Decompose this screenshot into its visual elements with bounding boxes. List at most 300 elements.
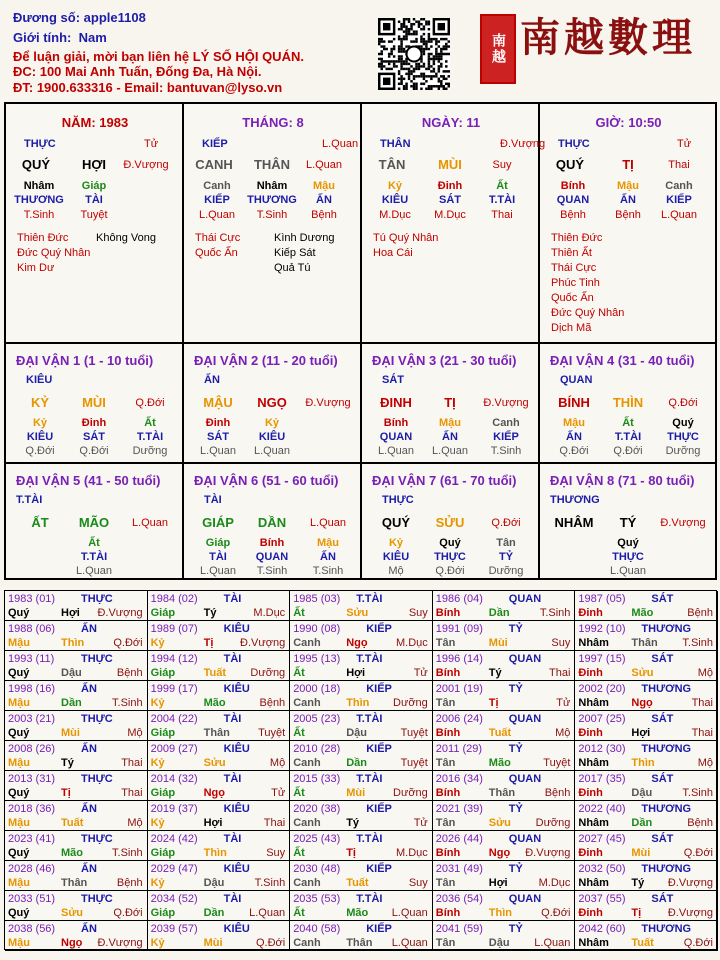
year-stem: Bính (435, 787, 461, 799)
life-stage: Đ.Vượng (660, 517, 706, 529)
year-god: TỶ (508, 863, 523, 875)
hidden-stem: Kỷ (388, 537, 404, 549)
luck-title: ĐẠI VẬN 7 (61 - 70 tuổi) (372, 473, 517, 488)
year-god: KIÊU (223, 623, 250, 635)
year-stem: Mậu (8, 637, 30, 649)
year-god: THƯƠNG (641, 683, 692, 695)
year-branch: Mão (346, 907, 369, 919)
year-label: 2005 (23) (293, 713, 341, 725)
year-label: 2021 (39) (435, 803, 483, 815)
year-cell (290, 831, 433, 861)
year-stem: Tân (435, 697, 456, 709)
year-cell (5, 711, 148, 741)
year-stem: Nhâm (578, 697, 609, 709)
year-stem: Canh (293, 757, 321, 769)
year-label: 2039 (57) (150, 923, 198, 935)
earthly-branch: SỬU (435, 515, 465, 530)
year-stage: M.Dục (396, 847, 428, 859)
year-stage: Thai (691, 727, 713, 739)
year-god: THƯƠNG (641, 803, 692, 815)
year-god: TỶ (508, 683, 523, 695)
year-branch: Sửu (631, 667, 654, 679)
year-cell (433, 741, 576, 771)
year-branch: Dậu (61, 667, 82, 679)
year-label: 2023 (41) (8, 833, 56, 845)
hidden-stage: T.Sinh (490, 445, 522, 457)
hidden-stem: Đinh (437, 180, 463, 192)
year-branch: Hợi (488, 877, 508, 889)
ten-god: ẤN (316, 194, 332, 206)
year-stage: Tử (271, 787, 286, 799)
year-god: THƯƠNG (641, 863, 692, 875)
year-branch: Mùi (488, 637, 508, 649)
pillar-1 (6, 104, 184, 344)
year-cell (148, 831, 291, 861)
year-stem: Ất (293, 667, 305, 679)
year-stem: Tân (435, 937, 456, 949)
year-stem: Giáp (150, 667, 176, 679)
year-label: 2030 (48) (293, 863, 341, 875)
hidden-stage: L.Quan (75, 565, 113, 577)
year-label: 1992 (10) (578, 623, 626, 635)
pillar-top-stage: Đ.Vượng (500, 138, 546, 150)
hidden-stem: Kỷ (264, 417, 280, 429)
luck-title: ĐẠI VẬN 8 (71 - 80 tuổi) (550, 473, 695, 488)
year-stem: Ất (293, 847, 305, 859)
year-cell (575, 741, 718, 771)
life-stage: Q.Đới (135, 397, 165, 409)
year-branch: Dậu (631, 787, 653, 799)
year-cell (575, 801, 718, 831)
earthly-branch: MÙI (438, 157, 462, 172)
year-label: 2012 (30) (578, 743, 626, 755)
year-stage: Suy (408, 607, 428, 619)
year-stage: Bệnh (259, 697, 286, 709)
year-cell (575, 921, 718, 951)
heavenly-stem: QUÝ (381, 515, 411, 530)
ten-god: THƯƠNG (14, 194, 64, 206)
year-god: KIẾP (366, 683, 392, 695)
year-cell (290, 591, 433, 621)
year-label: 2016 (34) (435, 773, 483, 785)
hidden-stem: Kỷ (32, 417, 48, 429)
symbolic-star: Hoa Cái (373, 247, 413, 259)
hidden-stage: L.Quan (377, 445, 415, 457)
symbolic-star: Kình Dương (274, 232, 335, 244)
phone-email-line: ĐT: 1900.633316 - Email: bantuvan@lyso.vn (13, 80, 283, 95)
year-branch: Mão (631, 607, 654, 619)
ten-god: THƯƠNG (247, 194, 297, 206)
year-god: THƯƠNG (641, 923, 692, 935)
year-cell (5, 771, 148, 801)
hidden-stem: Mậu (439, 417, 461, 429)
life-stage: L.Quan (131, 517, 169, 529)
year-stem: Giáp (150, 727, 176, 739)
year-label: 2011 (29) (435, 743, 483, 755)
year-stage: Thai (263, 817, 286, 829)
symbolic-star: Thái Cực (195, 232, 241, 244)
year-stem: Đinh (578, 667, 603, 679)
year-label: 1994 (12) (150, 653, 198, 665)
hidden-stem: Ất (622, 417, 634, 429)
year-branch: Thân (346, 937, 373, 949)
year-cell (148, 771, 291, 801)
year-cell (575, 711, 718, 741)
pillar-top-god: THỰC (24, 138, 56, 150)
four-pillars-grid (4, 102, 717, 580)
life-stage: L.Quan (305, 159, 343, 171)
year-stage: Q.Đới (683, 937, 713, 949)
hidden-stem: Ất (144, 417, 156, 429)
symbolic-star: Kiếp Sát (274, 247, 316, 259)
year-cell (433, 861, 576, 891)
year-branch: Mùi (346, 787, 366, 799)
year-branch: Tuất (61, 817, 84, 829)
year-branch: Mùi (203, 937, 223, 949)
year-stem: Mậu (8, 877, 30, 889)
year-cell (290, 711, 433, 741)
hidden-stage: Dưỡng (132, 445, 168, 457)
year-stage: T.Sinh (682, 637, 713, 649)
year-branch: Mão (61, 847, 83, 859)
heavenly-stem: TÂN (378, 157, 406, 172)
ten-god: ẤN (320, 551, 336, 563)
year-stage: Suy (551, 637, 571, 649)
earthly-branch: THÌN (612, 395, 644, 410)
year-stage: M.Dục (538, 877, 571, 889)
year-cell (5, 651, 148, 681)
year-stem: Quý (8, 607, 30, 619)
year-stage: Dưỡng (393, 697, 428, 709)
year-stage: M.Dục (396, 637, 428, 649)
year-god: ẤN (81, 623, 97, 635)
year-label: 2014 (32) (150, 773, 198, 785)
ten-god: THỰC (612, 551, 644, 563)
year-label: 2019 (37) (150, 803, 198, 815)
year-label: 1984 (02) (150, 593, 198, 605)
year-stem: Ất (293, 907, 305, 919)
hidden-stage: M.Dục (379, 209, 411, 221)
hidden-stage: T.Sinh (312, 565, 344, 577)
year-label: 1990 (08) (293, 623, 341, 635)
heavenly-stem: QUÝ (555, 157, 585, 172)
year-stage: Dưỡng (250, 667, 286, 679)
year-god: ẤN (81, 923, 97, 935)
year-cell (290, 801, 433, 831)
ten-god: T.TÀI (614, 431, 642, 443)
year-cell (5, 921, 148, 951)
year-stage: Bệnh (687, 817, 713, 829)
pillar-title: GIỜ: 10:50 (595, 115, 662, 130)
heavenly-stem: NHÂM (554, 515, 594, 530)
year-label: 2025 (43) (293, 833, 341, 845)
year-god: TÀI (223, 773, 242, 785)
year-god: ẤN (81, 683, 97, 695)
year-label: 2042 (60) (578, 923, 626, 935)
ten-god: QUAN (556, 194, 590, 206)
year-branch: Tị (203, 637, 214, 649)
year-stem: Nhâm (578, 637, 609, 649)
year-cell (5, 741, 148, 771)
year-stage: Bệnh (544, 787, 571, 799)
hidden-stem: Tân (496, 537, 516, 549)
year-label: 1989 (07) (150, 623, 198, 635)
year-label: 1987 (05) (578, 593, 626, 605)
hidden-stem: Canh (203, 180, 231, 192)
year-cell (5, 801, 148, 831)
year-stem: Quý (8, 847, 30, 859)
year-label: 2007 (25) (578, 713, 626, 725)
ten-god: ẤN (566, 431, 582, 443)
year-label: 2028 (46) (8, 863, 56, 875)
year-label: 1991 (09) (435, 623, 483, 635)
year-cell (290, 681, 433, 711)
ten-god: QUAN (379, 431, 413, 443)
symbolic-star: Thiên Đức (551, 232, 603, 244)
year-label: 2035 (53) (293, 893, 341, 905)
hidden-stage: Q.Đới (559, 445, 589, 457)
year-cell (148, 621, 291, 651)
luck-title: ĐẠI VẬN 5 (41 - 50 tuổi) (16, 473, 161, 488)
year-stage: T.Sinh (112, 847, 143, 859)
heavenly-stem: GIÁP (202, 515, 234, 530)
year-stem: Tân (435, 817, 456, 829)
year-stem: Canh (293, 877, 321, 889)
symbolic-star: Quốc Ấn (551, 292, 594, 304)
year-god: T.TÀI (356, 593, 383, 605)
luck-title: ĐẠI VẬN 2 (11 - 20 tuổi) (194, 353, 338, 368)
year-stem: Đinh (578, 787, 603, 799)
hidden-stage: T.Sinh (256, 209, 288, 221)
year-stem: Bính (435, 907, 461, 919)
year-label: 1999 (17) (150, 683, 198, 695)
ten-god: ẤN (442, 431, 458, 443)
year-cell (148, 801, 291, 831)
year-branch: Dậu (203, 877, 225, 889)
year-branch: Ngọ (61, 937, 83, 949)
year-stage: Bệnh (687, 607, 713, 619)
year-cell (433, 771, 576, 801)
year-stem: Ất (293, 727, 305, 739)
year-branch: Hợi (346, 667, 366, 679)
year-stem: Canh (293, 937, 321, 949)
ten-god: SÁT (207, 431, 229, 443)
earthly-branch: THÂN (253, 157, 291, 172)
hidden-stem: Ất (88, 537, 100, 549)
year-stage: Đ.Vượng (525, 847, 571, 859)
year-god: QUAN (508, 773, 542, 785)
year-stem: Canh (293, 697, 321, 709)
year-branch: Tý (61, 757, 74, 769)
heavenly-stem: CANH (195, 157, 233, 172)
year-god: ẤN (81, 803, 97, 815)
year-label: 2034 (52) (150, 893, 198, 905)
year-stage: Bệnh (116, 877, 143, 889)
luck-top-god: TÀI (204, 494, 222, 506)
year-god: THỰC (81, 593, 113, 605)
year-cell (575, 771, 718, 801)
luck-period-7 (362, 464, 540, 580)
ten-god: KIÊU (381, 194, 409, 206)
year-label: 2017 (35) (578, 773, 626, 785)
luck-period-2 (184, 344, 362, 464)
year-label: 2001 (19) (435, 683, 483, 695)
year-stage: Tuyệt (400, 757, 428, 769)
year-branch: Mão (203, 697, 226, 709)
gender-label: Giới tính: (13, 30, 72, 45)
year-god: QUAN (508, 653, 542, 665)
year-cell (5, 591, 148, 621)
year-cell (433, 921, 576, 951)
ten-god: SÁT (439, 194, 461, 206)
year-branch: Tý (203, 607, 217, 619)
year-cell (290, 861, 433, 891)
heavenly-stem: BÍNH (558, 395, 590, 410)
ten-god: T.TÀI (136, 431, 164, 443)
year-stem: Mậu (8, 697, 30, 709)
ten-god: KIÊU (382, 551, 410, 563)
year-stage: L.Quan (534, 937, 571, 949)
year-god: KIẾP (366, 743, 392, 755)
year-stage: Dưỡng (535, 817, 571, 829)
year-stem: Ất (293, 787, 305, 799)
symbolic-star: Đức Quý Nhân (17, 247, 91, 259)
ten-god: ẤN (620, 194, 636, 206)
year-stem: Kỷ (150, 757, 165, 769)
year-god: KIÊU (223, 683, 250, 695)
heavenly-stem: ẤT (31, 515, 49, 530)
year-cell (5, 621, 148, 651)
year-label: 1993 (11) (8, 653, 55, 665)
year-cell (148, 921, 291, 951)
symbolic-star: Thiên Đức (17, 232, 69, 244)
year-stem: Quý (8, 787, 30, 799)
year-stem: Tân (435, 637, 456, 649)
life-stage: Suy (492, 159, 512, 171)
year-label: 1986 (04) (435, 593, 483, 605)
year-stage: Mộ (555, 727, 571, 739)
year-stem: Mậu (8, 757, 30, 769)
year-stem: Canh (293, 817, 321, 829)
year-branch: Ngọ (203, 787, 225, 799)
heavenly-stem: QUÝ (21, 157, 51, 172)
year-branch: Hợi (631, 727, 651, 739)
year-stage: Tuyệt (543, 757, 571, 769)
qr-code-icon[interactable] (378, 18, 450, 90)
heavenly-stem: KỶ (30, 395, 50, 410)
life-stage: Đ.Vượng (483, 397, 529, 409)
year-branch: Tị (61, 787, 71, 799)
gender-value: Nam (78, 30, 107, 45)
year-branch: Thân (488, 787, 516, 799)
year-stage: Mộ (269, 757, 286, 769)
symbolic-star: Đức Quý Nhân (551, 307, 625, 319)
year-label: 2040 (58) (293, 923, 341, 935)
pillar-top-stage: Tử (677, 138, 692, 150)
pillar-4 (540, 104, 717, 344)
year-branch: Dần (203, 907, 225, 919)
year-label: 2041 (59) (435, 923, 483, 935)
seal-stamp-icon: 南越 (480, 14, 516, 84)
luck-top-god: ẤN (204, 374, 220, 386)
ten-god: KIẾP (204, 194, 230, 206)
year-stem: Đinh (578, 727, 603, 739)
year-cell (433, 801, 576, 831)
year-god: SÁT (651, 593, 674, 605)
year-stem: Bính (435, 727, 461, 739)
year-label: 2036 (54) (435, 893, 483, 905)
year-stage: Q.Đới (113, 907, 143, 919)
ten-god: KIÊU (26, 431, 54, 443)
year-cell (148, 741, 291, 771)
pillar-title: THÁNG: 8 (242, 115, 304, 130)
year-stage: Dưỡng (393, 787, 428, 799)
year-branch: Tuất (631, 937, 654, 949)
year-stem: Nhâm (578, 937, 609, 949)
year-cell (148, 651, 291, 681)
symbolic-star: Không Vong (96, 232, 156, 244)
chart-header (0, 0, 720, 100)
year-stage: Tử (413, 817, 428, 829)
year-stem: Kỷ (150, 937, 165, 949)
hidden-stage: L.Quan (431, 445, 469, 457)
heavenly-stem: ĐINH (380, 395, 412, 410)
brand-logo: 南越數理 (520, 14, 696, 61)
year-branch: Hợi (61, 607, 80, 619)
year-label: 2024 (42) (150, 833, 198, 845)
year-stem: Kỷ (150, 817, 165, 829)
hidden-stage: Bệnh (560, 209, 586, 221)
year-cell (5, 681, 148, 711)
year-stem: Bính (435, 667, 461, 679)
hidden-stage: Bệnh (311, 209, 337, 221)
year-stage: Mộ (697, 667, 713, 679)
year-god: TỶ (508, 743, 523, 755)
year-label: 2037 (55) (578, 893, 626, 905)
year-label: 2033 (51) (8, 893, 56, 905)
symbolic-star: Quốc Ấn (195, 247, 238, 259)
year-god: ẤN (81, 743, 97, 755)
year-label: 2029 (47) (150, 863, 198, 875)
hidden-stem: Ất (496, 180, 508, 192)
year-stage: Bệnh (116, 667, 143, 679)
ten-god: T.TÀI (80, 551, 108, 563)
ten-god: TÀI (209, 551, 227, 563)
year-cell (575, 831, 718, 861)
hidden-stage: L.Quan (609, 565, 647, 577)
year-branch: Tý (488, 667, 502, 679)
year-stage: Q.Đới (683, 847, 713, 859)
year-stage: Mộ (697, 757, 713, 769)
year-cell (433, 711, 576, 741)
year-stage: Q.Đới (113, 637, 143, 649)
year-god: T.TÀI (356, 653, 383, 665)
year-stem: Kỷ (150, 697, 165, 709)
year-stem: Kỷ (150, 637, 165, 649)
year-god: T.TÀI (356, 833, 383, 845)
hidden-stem: Quý (672, 417, 694, 429)
address-line: ĐC: 100 Mai Anh Tuấn, Đống Đa, Hà Nội. (13, 64, 262, 79)
year-stage: Đ.Vượng (667, 877, 713, 889)
pillar-top-stage: Tử (144, 138, 159, 150)
hidden-stem: Giáp (81, 180, 107, 192)
year-label: 2010 (28) (293, 743, 341, 755)
year-branch: Thìn (631, 757, 655, 769)
year-god: SÁT (651, 893, 674, 905)
year-god: TỶ (508, 923, 523, 935)
year-cell (290, 651, 433, 681)
year-label: 2002 (20) (578, 683, 626, 695)
